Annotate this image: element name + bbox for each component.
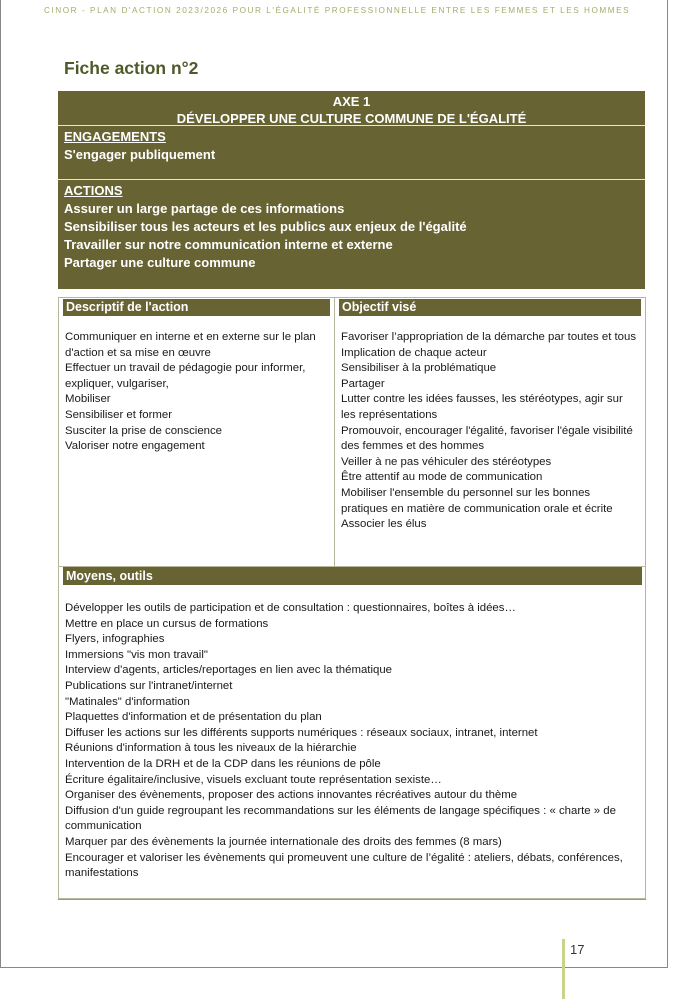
fiche-title: Fiche action n°2: [64, 58, 199, 78]
moyens-item: Développer les outils de participation et de consultation : questionnaires, boîtes à idées…: [65, 602, 516, 614]
moyens-item: Marquer par des évènements la journée internationale des droits des femmes (8 mars): [65, 835, 502, 848]
moyens-item: "Matinales" d'information: [65, 695, 190, 708]
descriptif-panel: [58, 297, 335, 567]
moyens-item: Publications sur l'intranet/internet: [65, 679, 233, 692]
objectif-item: Lutter contre les idées fausses, les stéréotypes, agir sur les représentations: [341, 393, 623, 421]
descriptif-item: Communiquer en interne et en externe sur le plan d'action et sa mise en œuvre: [65, 331, 316, 359]
moyens-item: Immersions "vis mon travail": [65, 648, 208, 661]
axis-title: DÉVELOPPER UNE CULTURE COMMUNE DE L'ÉGALITÉ: [176, 111, 527, 126]
objectif-item: Associer les élus: [341, 518, 427, 531]
objectif-item: Veiller à ne pas véhiculer des stéréotypes: [341, 455, 552, 468]
descriptif-item: Effectuer un travail de pédagogie pour informer, expliquer, vulgariser,: [65, 362, 306, 390]
objectif-title: Objectif visé: [339, 299, 641, 316]
descriptif-item: Sensibiliser et former: [65, 408, 172, 421]
actions-section: [58, 180, 645, 272]
moyens-item: Mettre en place un cursus de formations: [65, 617, 269, 630]
descriptif-item: Susciter la prise de conscience: [65, 424, 223, 437]
action-item: Sensibiliser tous les acteurs et les publics aux enjeux de l'égalité: [64, 219, 467, 234]
objectif-item: Mobiliser l'ensemble du personnel sur les bonnes pratiques en matière de communication orale et écrite: [341, 486, 613, 515]
moyens-item: Organiser des évènements, proposer des actions innovantes récréatives autour du thème: [65, 789, 518, 802]
descriptif-title: Descriptif de l'action: [63, 299, 330, 316]
moyens-item: Intervention de la DRH et de la CDP dans les réunions de pôle: [65, 757, 381, 770]
moyens-item: Diffusion d'un guide regroupant les recommandations sur les éléments de langage spécifiques : « charte » de communication: [65, 804, 616, 833]
moyens-item: Interview d'agents, articles/reportages en lien avec la thématique: [65, 664, 392, 677]
objectif-item: Sensibiliser à la problématique: [341, 362, 497, 375]
action-item: Travailler sur notre communication interne et externe: [64, 237, 393, 252]
engagements-section: [58, 126, 645, 180]
objectif-item: Être attentif au mode de communication: [341, 471, 543, 484]
moyens-list: [65, 601, 637, 882]
objectif-item: Promouvoir, encourager l'égalité, favoriser l'égale visibilité des femmes et des hommes: [341, 424, 633, 453]
objectif-panel: [334, 297, 646, 567]
descriptif-list: [65, 330, 334, 455]
objectif-item: Partager: [341, 377, 385, 390]
action-item: Partager une culture commune: [64, 255, 256, 270]
action-item: Assurer un large partage de ces informations: [64, 201, 345, 216]
engagements-title: ENGAGEMENTS: [64, 129, 166, 144]
moyens-item: Encourager et valoriser les évènements qui promeuvent une culture de l’égalité : ateliers, débats, conférences, manifestations: [65, 851, 623, 880]
objectif-item: Favoriser l’appropriation de la démarche par toutes et tous: [341, 331, 637, 343]
objectif-list: [341, 330, 637, 533]
moyens-panel: [58, 567, 646, 899]
descriptif-item: Mobiliser: [65, 393, 111, 406]
axis-heading: [58, 91, 645, 126]
objectif-item: Implication de chaque acteur: [341, 346, 487, 359]
moyens-item: Plaquettes d'information et de présentation du plan: [65, 711, 322, 724]
page-number-bar: [562, 939, 565, 999]
moyens-item: Réunions d'information à tous les niveaux de la hiérarchie: [65, 742, 357, 755]
moyens-title: Moyens, outils: [63, 567, 642, 585]
descriptif-item: Valoriser notre engagement: [65, 440, 205, 453]
actions-title: ACTIONS: [64, 183, 123, 198]
axis-box: [58, 91, 645, 289]
engagement-item: S'engager publiquement: [64, 147, 216, 162]
axis-label: AXE 1: [332, 94, 371, 109]
moyens-item: Flyers, infographies: [65, 633, 165, 646]
moyens-item: Écriture égalitaire/inclusive, visuels excluant toute représentation sexiste…: [65, 773, 442, 786]
running-header: CINOR - PLAN D'ACTION 2023/2026 POUR L'ÉGALITÉ PROFESSIONNELLE ENTRE LES FEMMES ET LES HOMMES: [44, 6, 631, 15]
moyens-item: Diffuser les actions sur les différents supports numériques : réseaux sociaux, intranet, internet: [65, 726, 538, 739]
page-number: 17: [570, 942, 585, 957]
